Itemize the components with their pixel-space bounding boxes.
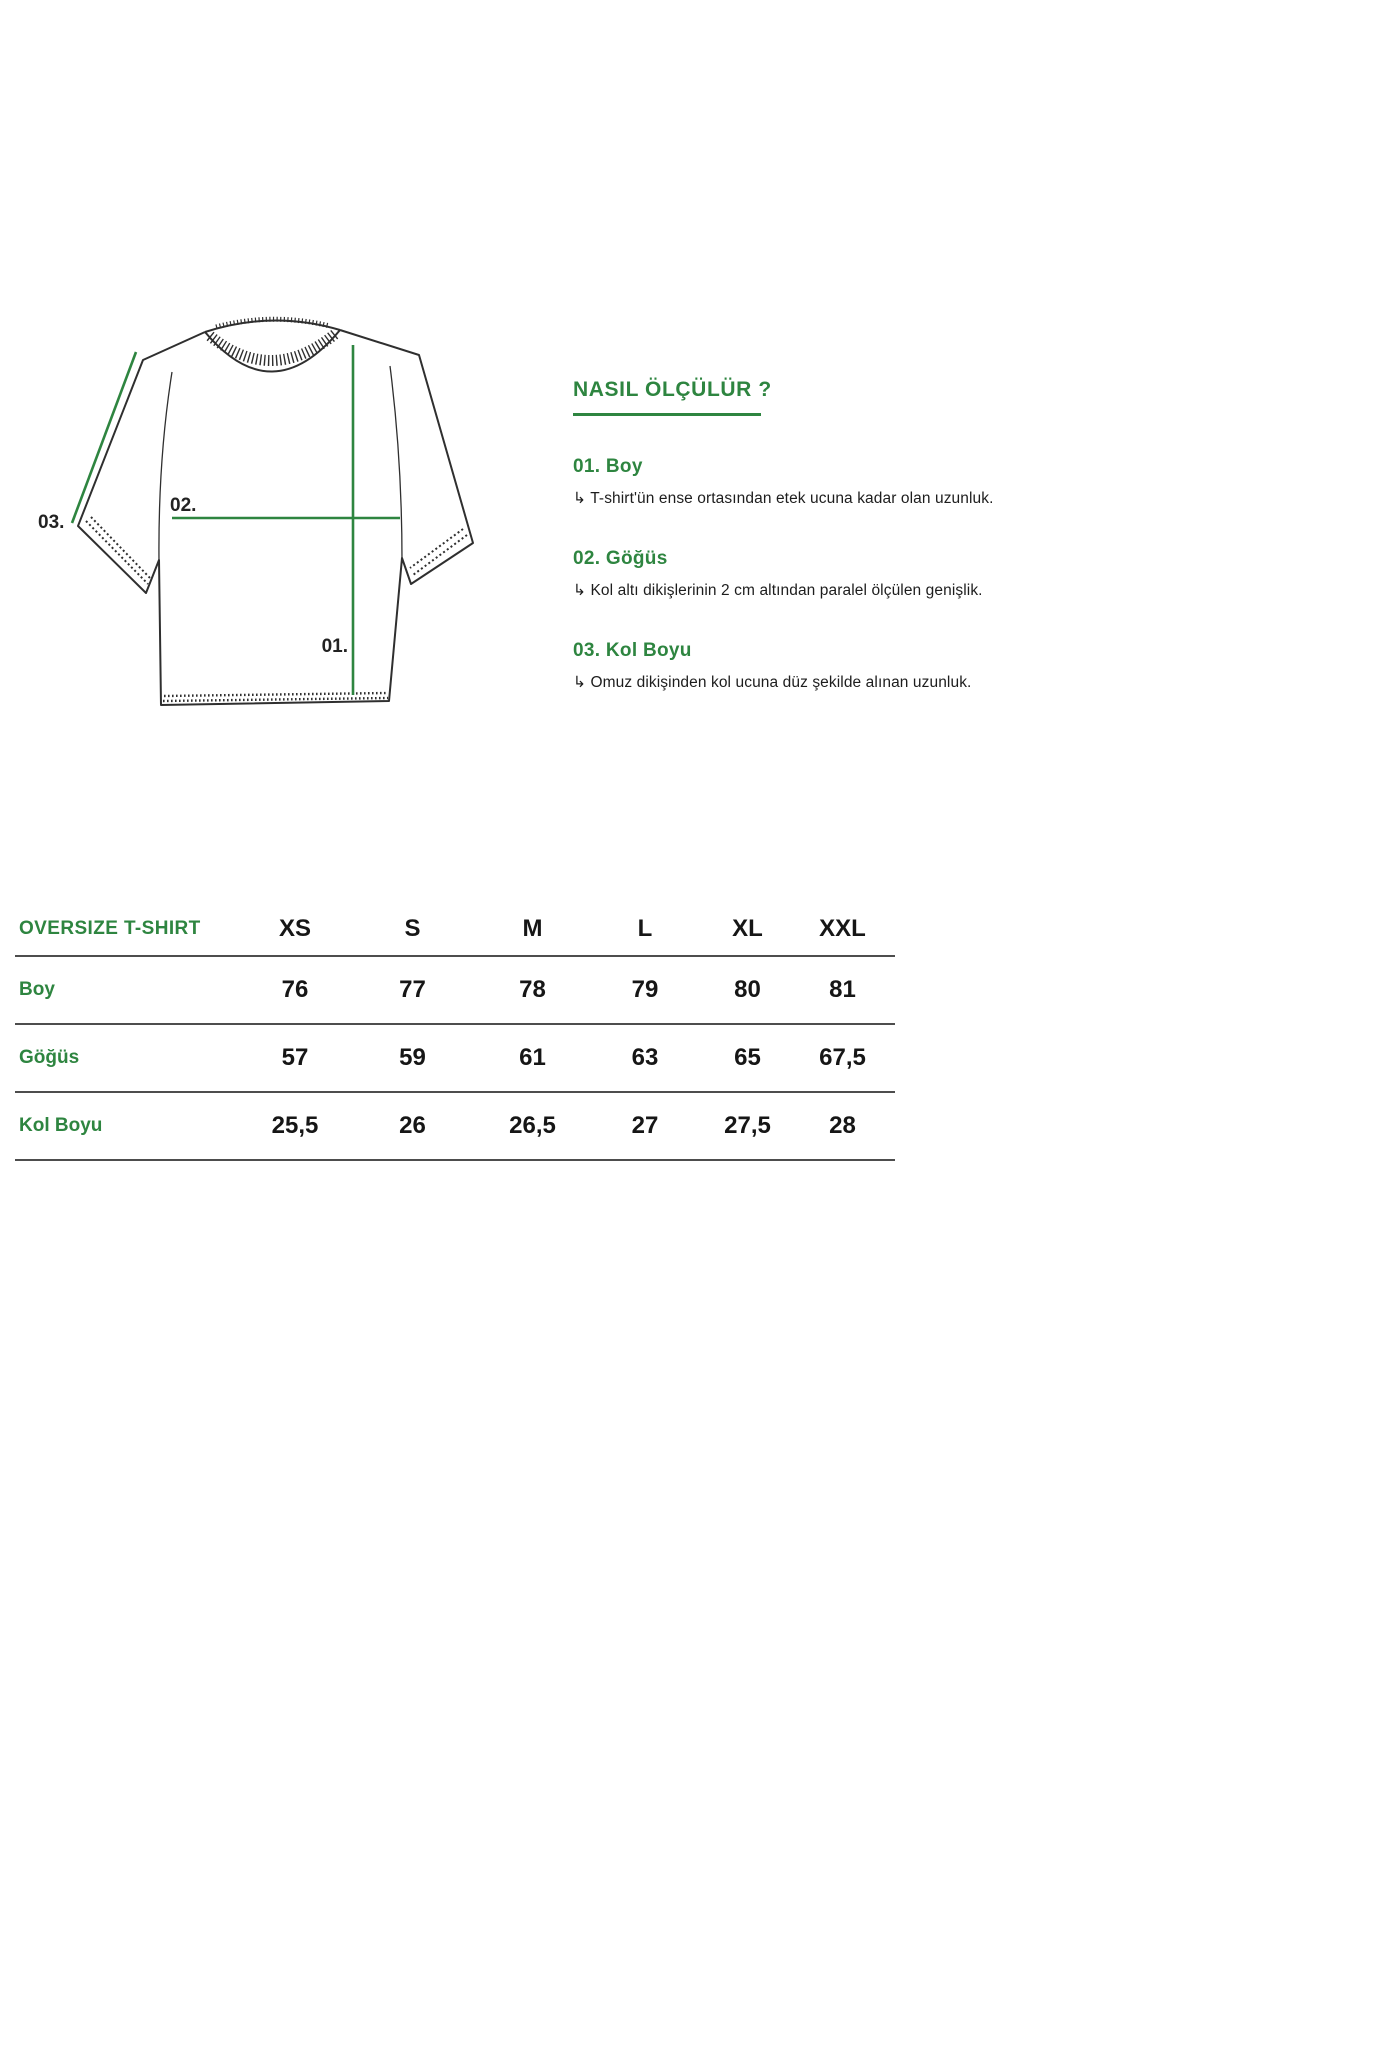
- cell-value: 27: [631, 1112, 659, 1139]
- row-label: Kol Boyu: [19, 1115, 103, 1136]
- back-collar-stitch-icon: [216, 319, 330, 327]
- table-row-boy: [15, 957, 895, 1025]
- cell-value: 25,5: [271, 1112, 319, 1139]
- left-armhole-seam-icon: [159, 372, 172, 562]
- cell-value: 28: [829, 1112, 856, 1139]
- cell-value: 67,5: [819, 1044, 866, 1071]
- cell-value: 59: [399, 1044, 426, 1071]
- cell-value: 63: [631, 1044, 659, 1071]
- hem-stitch2-icon: [163, 698, 388, 701]
- size-column-xxl: XXL: [819, 915, 866, 942]
- how-to-measure-section: [573, 378, 1043, 692]
- measure-item-desc: ↳ Kol altı dikişlerinin 2 cm altından paralel ölçülen genişlik.: [573, 582, 983, 599]
- cell-value: 81: [829, 976, 856, 1003]
- measure-item-desc: ↳ Omuz dikişinden kol ucuna düz şekilde alınan uzunluk.: [573, 674, 972, 691]
- measure-label-boy: 01.: [321, 636, 348, 657]
- right-armhole-seam-icon: [390, 366, 402, 560]
- cell-value: 26,5: [509, 1112, 556, 1139]
- size-table: [15, 903, 895, 1161]
- measure-item-title: 02. Göğüs: [573, 548, 668, 569]
- tshirt-measurement-diagram: [30, 300, 510, 730]
- measure-item-kol-boyu: [573, 640, 1043, 692]
- title-underline: [573, 413, 761, 416]
- how-to-measure-title: NASIL ÖLÇÜLÜR ?: [573, 378, 772, 401]
- left-cuff-stitch-icon: [86, 521, 148, 584]
- table-row-kol-boyu: [15, 1093, 895, 1161]
- cell-value: 76: [281, 976, 309, 1003]
- row-label: Göğüs: [19, 1047, 80, 1068]
- cell-value: 27,5: [724, 1112, 771, 1139]
- right-cuff-stitch2-icon: [410, 529, 463, 568]
- right-cuff-stitch-icon: [413, 535, 467, 575]
- size-table-header-row: [15, 903, 895, 957]
- cell-value: 26: [399, 1112, 426, 1139]
- tshirt-diagram-svg: [30, 300, 510, 730]
- product-name: OVERSIZE T-SHIRT: [19, 918, 201, 939]
- size-column-m: M: [522, 915, 543, 942]
- cell-value: 79: [631, 976, 659, 1003]
- cell-value: 57: [281, 1044, 309, 1071]
- size-column-xs: XS: [278, 915, 311, 942]
- cell-value: 65: [734, 1044, 761, 1071]
- row-label: Boy: [19, 979, 55, 1000]
- cell-value: 77: [399, 976, 426, 1003]
- collar-rib-stitch-icon: [210, 334, 335, 361]
- measure-label-kol-boyu: 03.: [38, 512, 65, 533]
- cell-value: 78: [519, 976, 546, 1003]
- size-column-s: S: [404, 915, 421, 942]
- measure-item-boy: [573, 456, 1043, 508]
- measure-line-kol-boyu: [72, 352, 136, 523]
- measure-item-desc: ↳ T-shirt'ün ense ortasından etek ucuna kadar olan uzunluk.: [573, 490, 994, 507]
- size-column-xl: XL: [732, 915, 763, 942]
- measure-item-gogus: [573, 548, 1043, 600]
- cell-value: 61: [519, 1044, 546, 1071]
- measure-item-title: 03. Kol Boyu: [573, 640, 692, 661]
- table-row-gogus: [15, 1025, 895, 1093]
- measure-label-gogus: 02.: [170, 495, 197, 516]
- measure-item-title: 01. Boy: [573, 456, 643, 477]
- cell-value: 80: [734, 976, 761, 1003]
- size-column-l: L: [637, 915, 653, 942]
